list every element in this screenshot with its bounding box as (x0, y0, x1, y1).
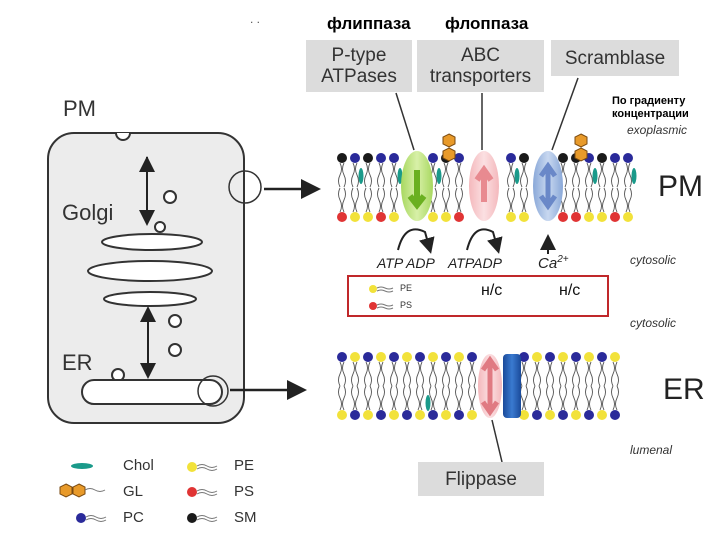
lipid-head-inner (363, 212, 373, 222)
er-right-label: ER (663, 373, 705, 406)
lipid-tail (560, 362, 567, 386)
lipid-head-inner (454, 212, 464, 222)
scramblase-label: Scramblase (564, 47, 666, 69)
lipid-tail (404, 386, 411, 410)
lipid-head-outer (558, 153, 568, 163)
cholesterol (515, 168, 520, 184)
cytosolic-mid-label: cytosolic (630, 316, 677, 330)
gl-sugar-1 (443, 134, 455, 161)
legend-gl-label: GL (123, 483, 144, 500)
lipid-tail (586, 386, 593, 410)
adp-label-2: ADP (473, 255, 502, 271)
lipid-head-inner (441, 212, 451, 222)
header-dots: . . (250, 12, 261, 26)
lipid-head-outer (350, 153, 360, 163)
ca-superscript: 2+ (557, 254, 569, 265)
lipid-tail (521, 362, 528, 386)
legend-chol-label: Chol (123, 457, 154, 474)
lipid-head-outer (337, 153, 347, 163)
golgi-cisterna-2 (88, 261, 212, 281)
lipid-head-inner (597, 212, 607, 222)
lipid-head-inner (454, 410, 464, 420)
lipid-tail (339, 362, 346, 386)
lipid-tail (625, 163, 632, 187)
lipid-tail (365, 188, 372, 212)
lipid-tail (391, 188, 398, 212)
pm-right-label: PM (658, 170, 703, 203)
lipid-tail (508, 163, 515, 187)
lipid-head-outer (376, 352, 386, 362)
lipid-tail (443, 362, 450, 386)
lipid-tail (391, 386, 398, 410)
cholesterol (632, 168, 637, 184)
lipid-head-inner (519, 212, 529, 222)
lipid-head-outer (415, 352, 425, 362)
lipid-tail (378, 188, 385, 212)
lipid-head-inner (506, 212, 516, 222)
lipid-tail (339, 188, 346, 212)
adp-label-1: ADP (406, 255, 435, 271)
lipid-head-inner (363, 410, 373, 420)
lipid-head-inner (558, 212, 568, 222)
lipid-head-outer (519, 153, 529, 163)
legend-sm-label: SM (234, 509, 257, 526)
lipid-tail (339, 386, 346, 410)
lipid-head-inner (610, 212, 620, 222)
lipid-tail (339, 163, 346, 187)
calcium-label (538, 254, 569, 272)
atp-label-1: ATP (377, 255, 403, 271)
lipid-tail (599, 362, 606, 386)
lipid-tail (625, 188, 632, 212)
lipid-head-outer (467, 352, 477, 362)
lipid-head-inner (610, 410, 620, 420)
floppase-ru-label: флоппаза (445, 14, 529, 33)
abc-line2: transporters (429, 66, 532, 87)
lipid-tail (443, 188, 450, 212)
legend-ps-label: PS (234, 483, 255, 500)
lipid-tail (521, 386, 528, 410)
legend-pe-icon (187, 462, 217, 472)
lipid-tail (443, 163, 450, 187)
ca-label: Ca (538, 255, 558, 272)
inset-ps-label: PS (400, 300, 413, 310)
lipid-head-inner (584, 410, 594, 420)
lipid-head-outer (610, 352, 620, 362)
legend-gl-icon (60, 484, 105, 497)
er-flippase-blue-protein (503, 354, 521, 418)
golgi-cisterna-1 (102, 234, 202, 250)
legend-ps-icon (187, 487, 217, 497)
lipid-head-outer (376, 153, 386, 163)
lipid-tail (521, 188, 528, 212)
lipid-tail (547, 362, 554, 386)
lipid-head-inner (428, 410, 438, 420)
lipid-tail (586, 362, 593, 386)
lipid-tail (573, 362, 580, 386)
lipid-head-inner (389, 410, 399, 420)
lipid-tail (508, 188, 515, 212)
abc-line1: ABC (460, 45, 501, 66)
gradient-note-line1: По градиенту (612, 95, 686, 107)
lipid-tail (573, 188, 580, 212)
ptype-line2: ATPases (321, 66, 397, 87)
lipid-tail (443, 386, 450, 410)
lipid-tail (430, 386, 437, 410)
lipid-head-outer (597, 153, 607, 163)
lipid-head-outer (402, 352, 412, 362)
lipid-head-outer (454, 352, 464, 362)
lipid-head-inner (441, 410, 451, 420)
flippase-ru-label: флиппаза (327, 14, 411, 33)
cholesterol (437, 168, 442, 184)
lipid-tail (352, 362, 359, 386)
inset-ns-1: н/с (481, 282, 503, 299)
cytosolic-top-label: cytosolic (630, 253, 677, 267)
atp-adp-label-2 (448, 255, 502, 271)
cell-pm-label: PM (63, 96, 96, 121)
lipid-head-outer (597, 352, 607, 362)
cell-er-label: ER (62, 350, 93, 375)
lipid-tail (612, 163, 619, 187)
lipid-head-inner (467, 410, 477, 420)
lipid-head-outer (532, 352, 542, 362)
inset-ns-2: н/с (559, 282, 581, 299)
inset-pe-label: PE (400, 283, 413, 293)
lipid-tail (586, 163, 593, 187)
lipid-head-outer (389, 153, 399, 163)
cholesterol (593, 168, 598, 184)
lipid-head-inner (337, 212, 347, 222)
atp-adp-label-1 (377, 255, 435, 271)
lipid-head-inner (350, 410, 360, 420)
legend-sm-icon (187, 513, 217, 523)
lipid-head-outer (350, 352, 360, 362)
lipid-tail (352, 386, 359, 410)
lipid-head-outer (545, 352, 555, 362)
flippase-label: Flippase (445, 468, 517, 490)
lipid-head-inner (337, 410, 347, 420)
lipid-tail (456, 362, 463, 386)
lipid-tail (456, 163, 463, 187)
lipid-head-outer (428, 352, 438, 362)
lipid-tail (365, 163, 372, 187)
lipid-tail (391, 163, 398, 187)
ptype-line1: P-type (331, 45, 387, 66)
lipid-head-inner (532, 410, 542, 420)
lipid-head-outer (441, 352, 451, 362)
lipid-tail (547, 386, 554, 410)
pm-invagination (116, 133, 130, 140)
lipid-head-outer (389, 352, 399, 362)
atp-arrow-2 (467, 229, 498, 250)
cholesterol (426, 395, 431, 411)
lipid-tail (456, 386, 463, 410)
lipid-tail (365, 362, 372, 386)
lipid-tail (560, 386, 567, 410)
lipid-head-outer (363, 153, 373, 163)
lipid-tail (430, 362, 437, 386)
lumenal-label: lumenal (630, 443, 673, 457)
lipid-head-inner (571, 410, 581, 420)
lipid-tail (378, 386, 385, 410)
lipid-tail (534, 362, 541, 386)
lipid-head-outer (584, 352, 594, 362)
lipid-head-inner (584, 212, 594, 222)
lipid-tail (599, 163, 606, 187)
lipid-head-outer (506, 153, 516, 163)
lipid-head-outer (558, 352, 568, 362)
legend-chol-icon (71, 463, 93, 469)
legend-pc-label: PC (123, 509, 144, 526)
lipid-head-inner (571, 212, 581, 222)
lipid-tail (456, 188, 463, 212)
lipid-head-outer (571, 352, 581, 362)
legend-pe-label: PE (234, 457, 255, 474)
lipid-tail (352, 188, 359, 212)
lipid-tail (612, 188, 619, 212)
golgi-cisterna-3 (104, 292, 196, 306)
lipid-tail (404, 362, 411, 386)
lipid-tail (378, 362, 385, 386)
lipid-tail (365, 386, 372, 410)
lipid-tail (391, 362, 398, 386)
lipid-tail (417, 362, 424, 386)
legend-pc-icon (76, 513, 106, 523)
lipid-tail (612, 386, 619, 410)
lipid-tail (469, 386, 476, 410)
atp-label-2: ATP (448, 255, 474, 271)
lipid-tail (521, 163, 528, 187)
lipid-head-inner (623, 212, 633, 222)
lipid-head-inner (389, 212, 399, 222)
lipid-head-inner (402, 410, 412, 420)
lipid-head-outer (363, 352, 373, 362)
lipid-head-inner (415, 410, 425, 420)
atp-arrow-1 (398, 229, 430, 250)
lipid-head-inner (376, 212, 386, 222)
lipid-tail (469, 362, 476, 386)
lipid-head-inner (428, 212, 438, 222)
exoplasmic-label: exoplasmic (627, 123, 688, 137)
lipid-head-inner (597, 410, 607, 420)
lipid-tail (352, 163, 359, 187)
lipid-tail (586, 188, 593, 212)
lipid-tail (573, 386, 580, 410)
flippase-box (418, 462, 544, 496)
lipid-head-outer (623, 153, 633, 163)
lipid-tail (417, 386, 424, 410)
lipid-tail (599, 386, 606, 410)
lipid-tail (378, 163, 385, 187)
gl-sugar-2 (575, 134, 587, 161)
lipid-head-outer (610, 153, 620, 163)
gradient-note-line2: концентрации (612, 108, 689, 120)
lipid-head-inner (558, 410, 568, 420)
lipid-tail (573, 163, 580, 187)
lipid-head-outer (428, 153, 438, 163)
lipid-tail (534, 386, 541, 410)
lipid-tail (612, 362, 619, 386)
lipid-head-inner (545, 410, 555, 420)
lipid-head-inner (376, 410, 386, 420)
lipid-head-inner (350, 212, 360, 222)
lipid-tail (599, 188, 606, 212)
lipid-head-outer (337, 352, 347, 362)
cell-golgi-label: Golgi (62, 200, 114, 225)
cholesterol (359, 168, 364, 184)
